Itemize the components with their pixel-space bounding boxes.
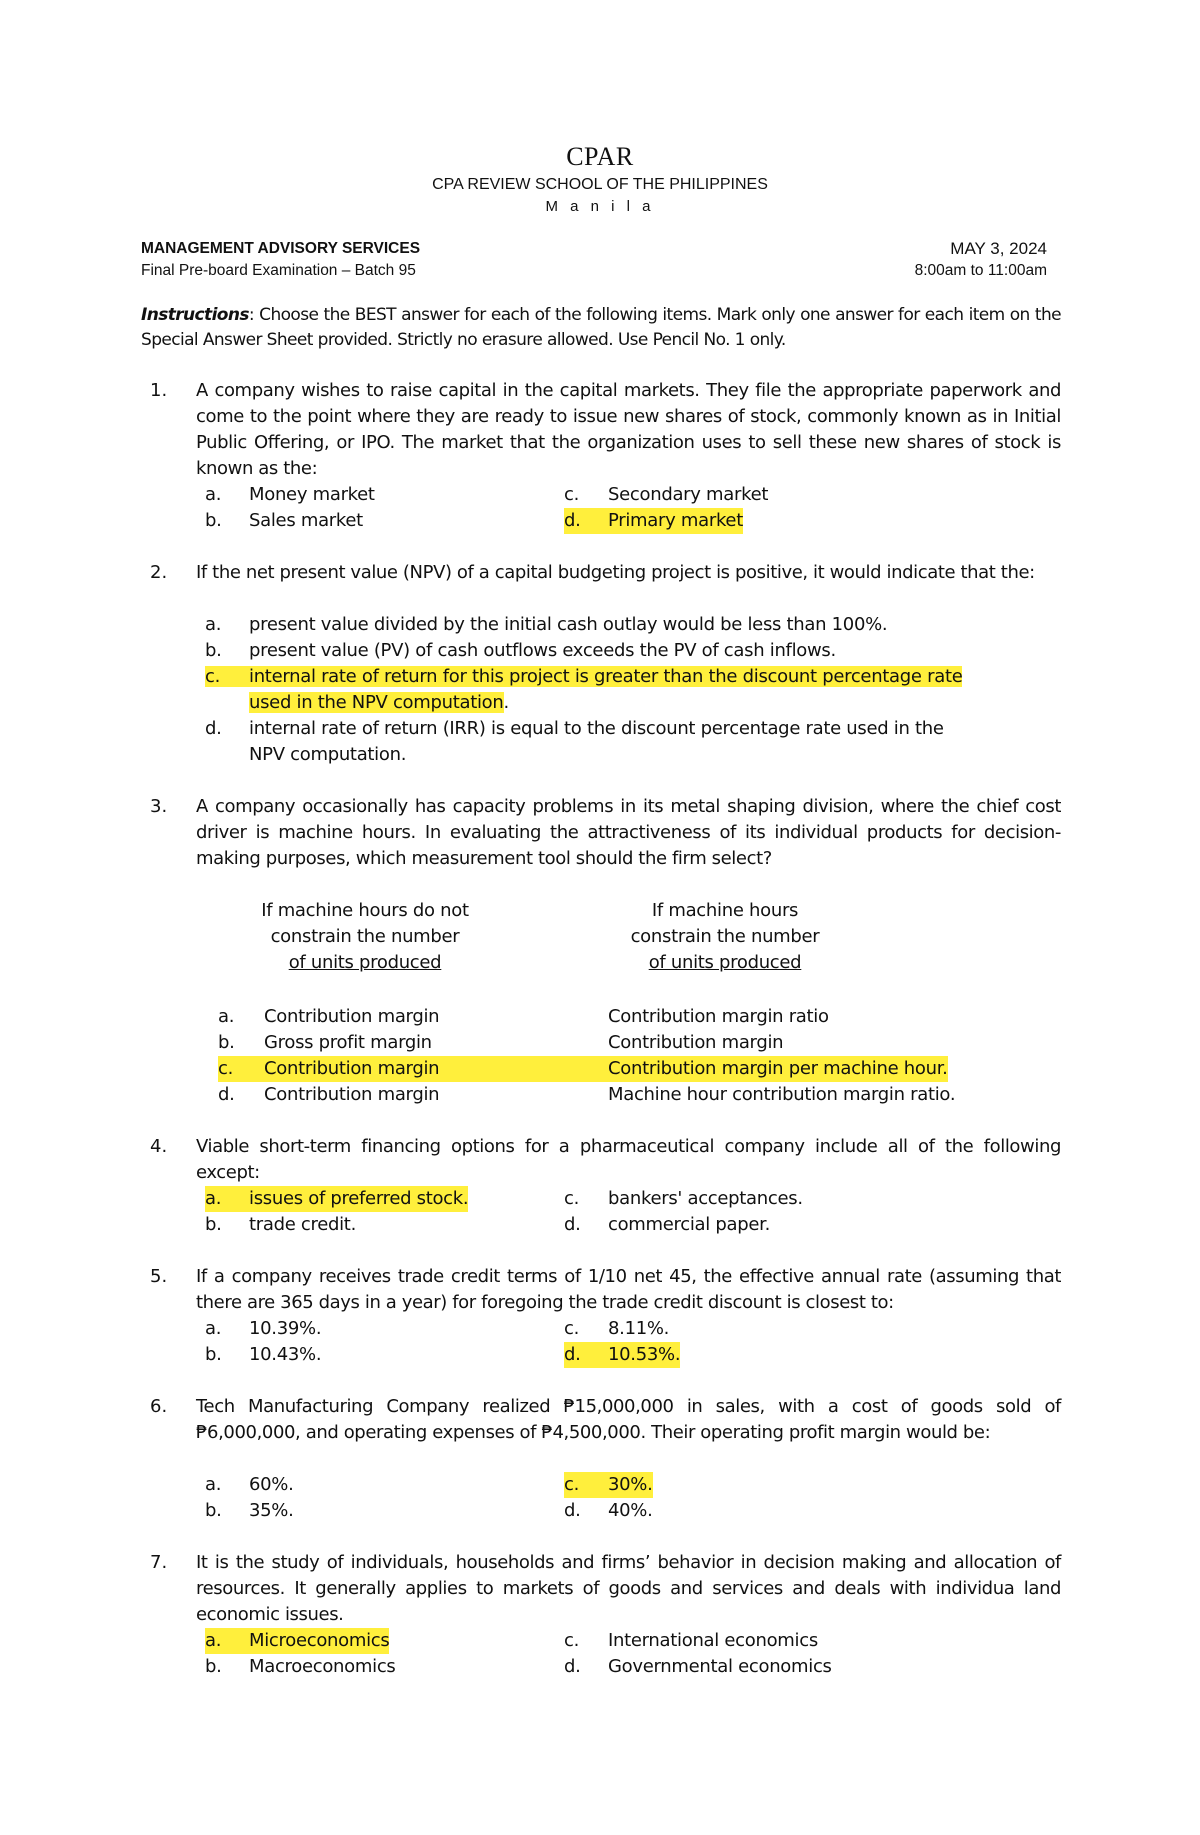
option-c[interactable]: c. 8.11%.: [564, 1318, 670, 1339]
exam-date: MAY 3, 2024: [950, 239, 1047, 258]
option-a-answer[interactable]: a. issues of preferred stock.: [205, 1186, 468, 1212]
option-c[interactable]: c. Secondary market: [564, 484, 769, 505]
question-text: If a company receives trade credit terms of 1/10 net 45, the effective annual rate (assuming that there are 365 days in a year) for foregoing the trade credit discount is closest to:: [196, 1266, 1061, 1313]
question-number: 4.: [150, 1136, 168, 1157]
option-d[interactable]: d. Contribution margin Machine hour contribution margin ratio.: [218, 1084, 956, 1105]
question-number: 2.: [150, 562, 168, 583]
question-number: 5.: [150, 1266, 168, 1287]
option-d[interactable]: d. internal rate of return (IRR) is equal to the discount percentage rate used in the: [205, 718, 944, 739]
option-c-answer[interactable]: c. Contribution margin Contribution margin per machine hour.: [218, 1056, 948, 1082]
option-c-continued: used in the NPV computation.: [249, 692, 509, 713]
option-b[interactable]: b. 35%.: [205, 1500, 294, 1521]
option-b[interactable]: b. Gross profit margin Contribution margin: [218, 1032, 784, 1053]
school-city: M a n i l a: [545, 198, 655, 215]
page-title: CPAR: [566, 142, 634, 171]
option-c-answer[interactable]: c. 30%.: [564, 1472, 653, 1498]
exam-name: Final Pre-board Examination – Batch 95: [141, 262, 416, 279]
question-text: Viable short-term financing options for a pharmaceutical company include all of the following except:: [196, 1136, 1061, 1183]
option-b[interactable]: b. 10.43%.: [205, 1344, 322, 1365]
option-b[interactable]: b. Macroeconomics: [205, 1656, 396, 1677]
option-a[interactable]: a. Money market: [205, 484, 375, 505]
option-c[interactable]: c. International economics: [564, 1630, 818, 1651]
option-c-answer[interactable]: c. internal rate of return for this project is greater than the discount percentage rate: [205, 666, 963, 687]
question-text: If the net present value (NPV) of a capital budgeting project is positive, it would indicate that the:: [196, 562, 1035, 583]
question-text: Tech Manufacturing Company realized ₱15,000,000 in sales, with a cost of goods sold of ₱6,000,000, and operating expenses of ₱4,500,000. Their operating profit margin would be:: [196, 1396, 1061, 1443]
option-b[interactable]: b. Sales market: [205, 510, 363, 531]
instructions-text: : Choose the BEST answer for each of the following items. Mark only one answer for each item on the Special Answer Sheet provided. Strictly no erasure allowed. Use Pencil No. 1 only.: [141, 305, 1061, 350]
question-number: 3.: [150, 796, 168, 817]
option-d[interactable]: d. Governmental economics: [564, 1656, 832, 1677]
option-d-continued: NPV computation.: [249, 744, 407, 765]
question-number: 6.: [150, 1396, 168, 1417]
question-text: It is the study of individuals, households and firms’ behavior in decision making and allocation of resources. It generally applies to markets of goods and services and deals with individua land economic issues.: [196, 1552, 1061, 1625]
question-number: 7.: [150, 1552, 168, 1573]
option-d[interactable]: d. 40%.: [564, 1500, 653, 1521]
option-b[interactable]: b. present value (PV) of cash outflows exceeds the PV of cash inflows.: [205, 640, 836, 661]
instructions-label: Instructions: [141, 305, 249, 325]
question-number: 1.: [150, 380, 168, 401]
option-d[interactable]: d. commercial paper.: [564, 1214, 771, 1235]
option-a[interactable]: a. 10.39%.: [205, 1318, 322, 1339]
column-header-right: If machine hours constrain the number of units produced: [630, 900, 820, 973]
option-d-answer[interactable]: d. 10.53%.: [564, 1342, 680, 1368]
option-a[interactable]: a. present value divided by the initial cash outlay would be less than 100%.: [205, 614, 888, 635]
option-a[interactable]: a. 60%.: [205, 1474, 294, 1495]
option-c[interactable]: c. bankers' acceptances.: [564, 1188, 803, 1209]
option-a-answer[interactable]: a. Microeconomics: [205, 1628, 389, 1654]
question-text: A company wishes to raise capital in the capital markets. They file the appropriate paperwork and come to the point where they are ready to issue new shares of stock, commonly known as in Initial Public Offering, or IPO. The market that the organization uses to sell these new shares of stock is known as the:: [196, 380, 1061, 479]
question-text: A company occasionally has capacity problems in its metal shaping division, where the chief cost driver is machine hours. In evaluating the attractiveness of its individual products for decision-making purposes, which measurement tool should the firm select?: [196, 796, 1061, 869]
column-header-left: If machine hours do not constrain the number of units produced: [261, 900, 469, 973]
exam-time: 8:00am to 11:00am: [914, 262, 1047, 279]
option-a[interactable]: a. Contribution margin Contribution margin ratio: [218, 1006, 829, 1027]
option-d-answer[interactable]: d. Primary market: [564, 508, 743, 534]
school-name: CPA REVIEW SCHOOL OF THE PHILIPPINES: [432, 176, 768, 193]
option-b[interactable]: b. trade credit.: [205, 1214, 356, 1235]
subject-title: MANAGEMENT ADVISORY SERVICES: [141, 240, 421, 257]
instructions: [141, 303, 1061, 353]
